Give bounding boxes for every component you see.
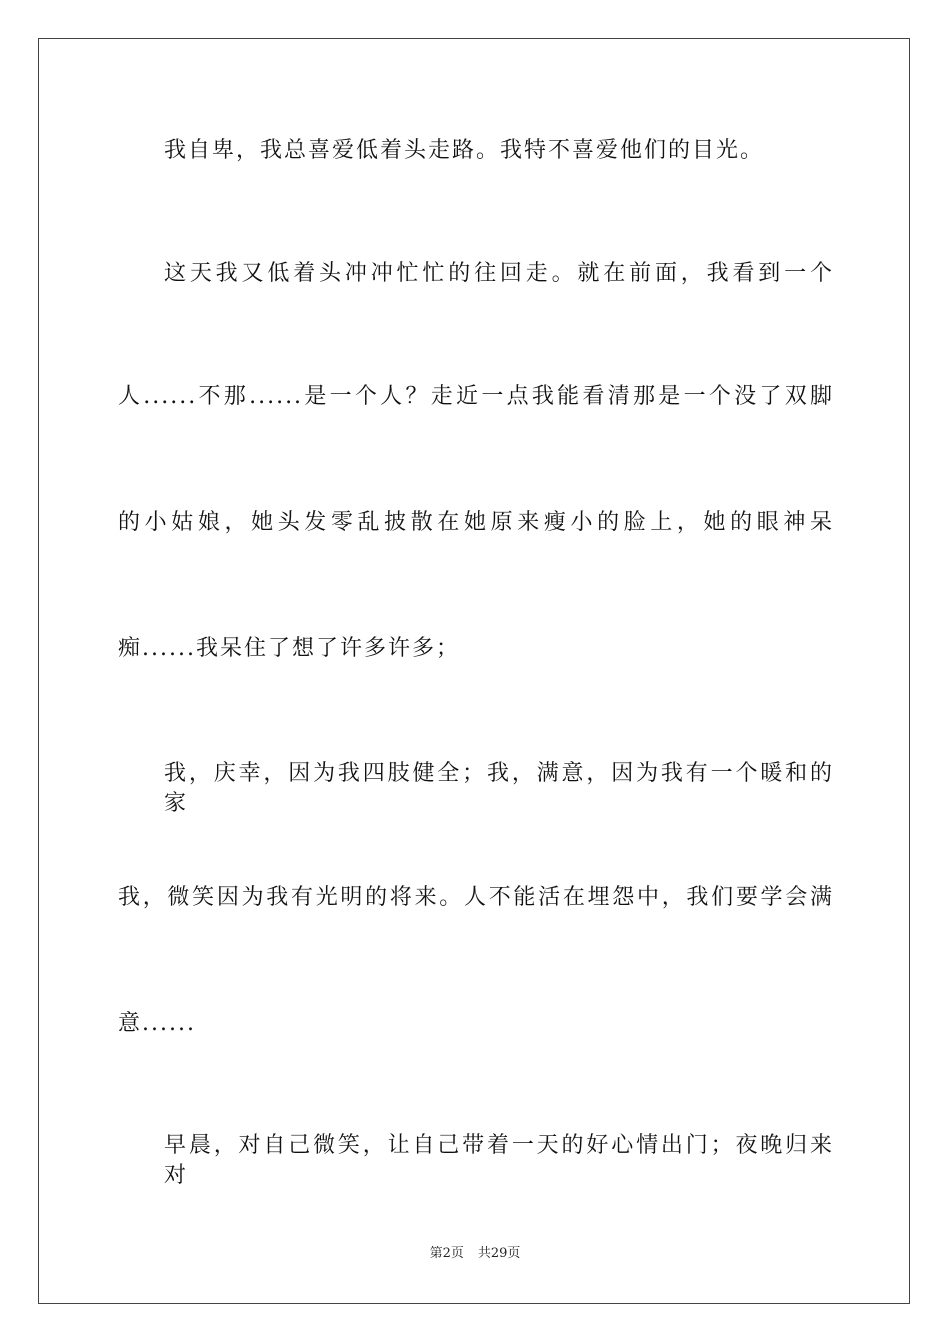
- text-line-2: 这天我又低着头冲冲忙忙的往回走。就在前面，我看到一个: [164, 261, 834, 286]
- text-line-6: 我，庆幸，因为我四肢健全；我，满意，因为我有一个暖和的家: [164, 761, 834, 816]
- text-line-1: 我自卑，我总喜爱低着头走路。我特不喜爱他们的目光。: [164, 138, 765, 163]
- page-total: 共29页: [477, 1246, 521, 1261]
- page-number: 第2页: [429, 1246, 464, 1261]
- page-border: [38, 38, 910, 1304]
- text-line-5: 痴......我呆住了想了许多许多；: [118, 636, 460, 661]
- text-line-4: 的小姑娘，她头发零乱披散在她原来瘦小的脸上，她的眼神呆: [118, 510, 834, 535]
- page-footer: [0, 1246, 950, 1262]
- text-line-9: 早晨，对自己微笑，让自己带着一天的好心情出门；夜晚归来对: [164, 1133, 834, 1188]
- text-line-8: 意......: [118, 1011, 196, 1036]
- text-line-3: 人......不那......是一个人？走近一点我能看清那是一个没了双脚: [118, 384, 834, 409]
- text-line-7: 我，微笑因为我有光明的将来。人不能活在埋怨中，我们要学会满: [118, 885, 834, 910]
